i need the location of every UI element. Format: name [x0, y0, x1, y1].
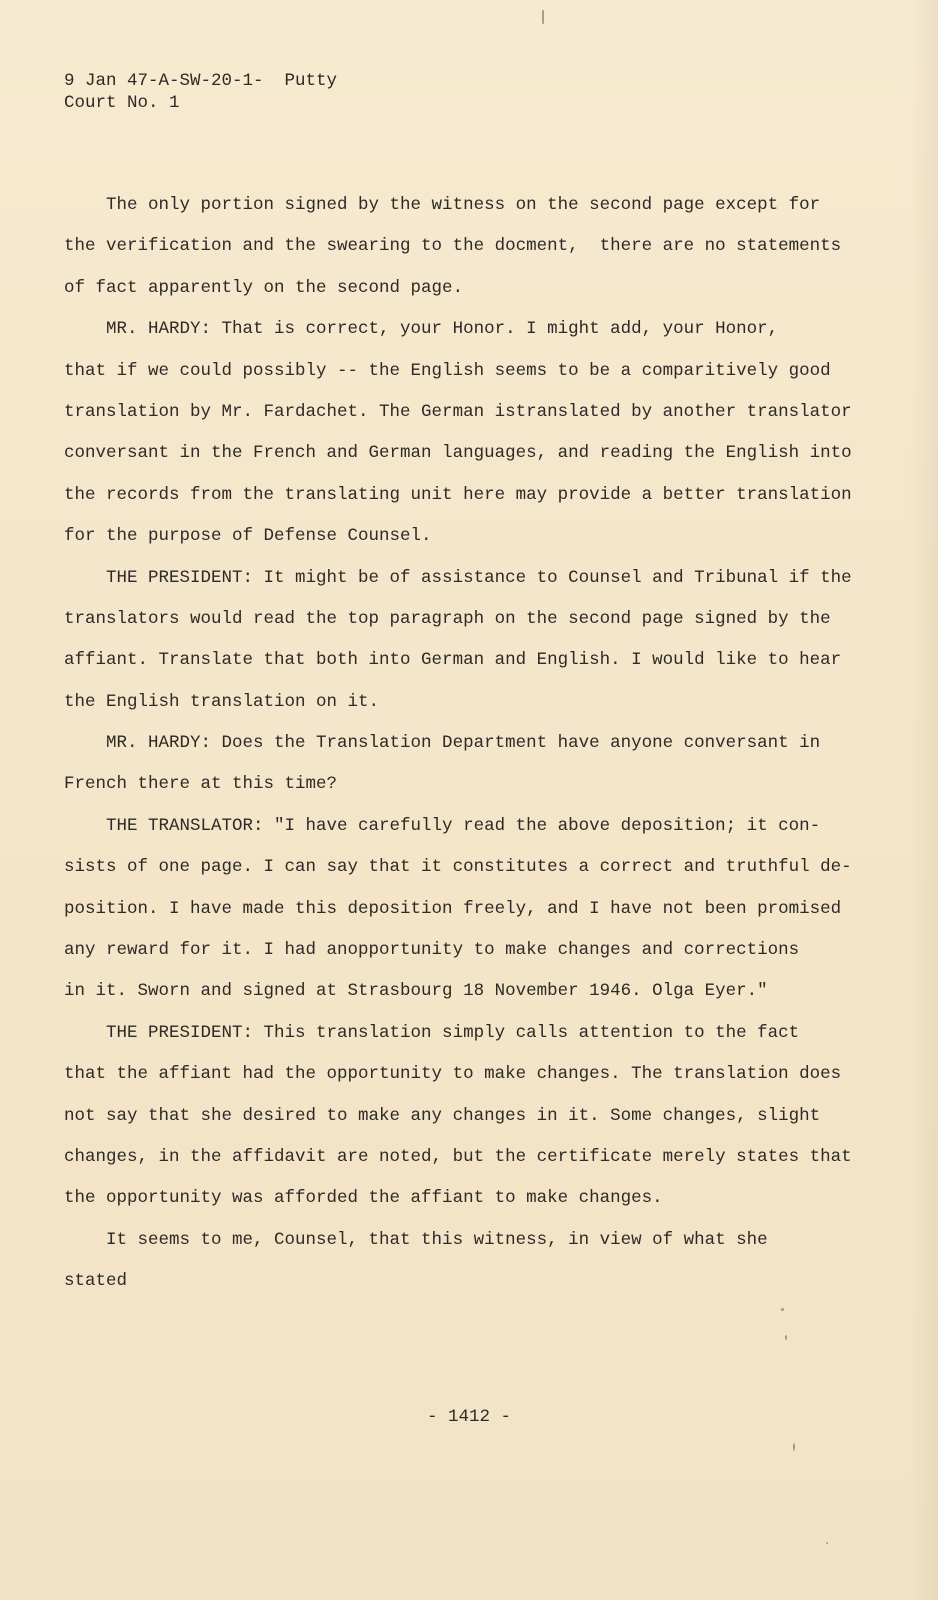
body-line: the records from the translating unit here may provide a better translation — [64, 484, 852, 505]
body-line: THE PRESIDENT: It might be of assistance to Counsel and Tribunal if the — [64, 567, 852, 588]
header-line-2: Court No. 1 — [64, 93, 180, 113]
body-line: affiant. Translate that both into German and English. I would like to hear — [64, 650, 842, 671]
body-line: translators would read the top paragraph on the second page signed by the — [64, 608, 831, 629]
body-line: The only portion signed by the witness on the second page except for — [64, 195, 821, 215]
body-line: THE PRESIDENT: This translation simply calls attention to the fact — [64, 1022, 800, 1043]
paper-edge-shadow — [910, 0, 938, 1600]
body-line: the English translation on it. — [64, 691, 380, 712]
header-line-1: 9 Jan 47-A-SW-20-1- Putty — [64, 71, 338, 91]
body-line: in it. Sworn and signed at Strasbourg 18 November 1946. Olga Eyer." — [64, 981, 768, 1002]
paper-speck — [826, 1542, 828, 1544]
paper-speck — [781, 1308, 784, 1311]
paper-speck — [785, 1335, 787, 1340]
body-line: changes, in the affidavit are noted, but the certificate merely states that — [64, 1146, 852, 1167]
body-line: THE TRANSLATOR: "I have carefully read the above deposition; it con- — [64, 815, 821, 836]
body-line: that the affiant had the opportunity to make changes. The translation does — [64, 1064, 842, 1085]
body-line: of fact apparently on the second page. — [64, 277, 464, 298]
transcript-body — [64, 190, 854, 1308]
body-line: translation by Mr. Fardachet. The German istranslated by another translator — [64, 401, 852, 422]
paper-speck — [793, 1443, 795, 1451]
body-line: that if we could possibly -- the English seems to be a comparitively good — [64, 360, 831, 381]
body-line: the opportunity was afforded the affiant to make changes. — [64, 1188, 663, 1209]
body-line: any reward for it. I had anopportunity to make changes and corrections — [64, 940, 800, 961]
body-line: stated — [64, 1271, 128, 1292]
body-line: position. I have made this deposition freely, and I have not been promised — [64, 898, 842, 919]
body-line: conversant in the French and German languages, and reading the English into — [64, 443, 852, 464]
body-line: the verification and the swearing to the docment, there are no statements — [64, 236, 842, 257]
body-line: for the purpose of Defense Counsel. — [64, 526, 432, 547]
body-line: sists of one page. I can say that it constitutes a correct and truthful de- — [64, 857, 852, 878]
body-line: French there at this time? — [64, 774, 338, 795]
body-line: not say that she desired to make any changes in it. Some changes, slight — [64, 1105, 821, 1126]
page-number: - 1412 - — [426, 1407, 511, 1427]
body-line: MR. HARDY: That is correct, your Honor. I might add, your Honor, — [64, 319, 779, 340]
paper-speck — [542, 10, 544, 24]
document-header — [64, 70, 337, 114]
body-line: MR. HARDY: Does the Translation Department have anyone conversant in — [64, 733, 821, 754]
body-line: It seems to me, Counsel, that this witness, in view of what she — [64, 1229, 768, 1250]
